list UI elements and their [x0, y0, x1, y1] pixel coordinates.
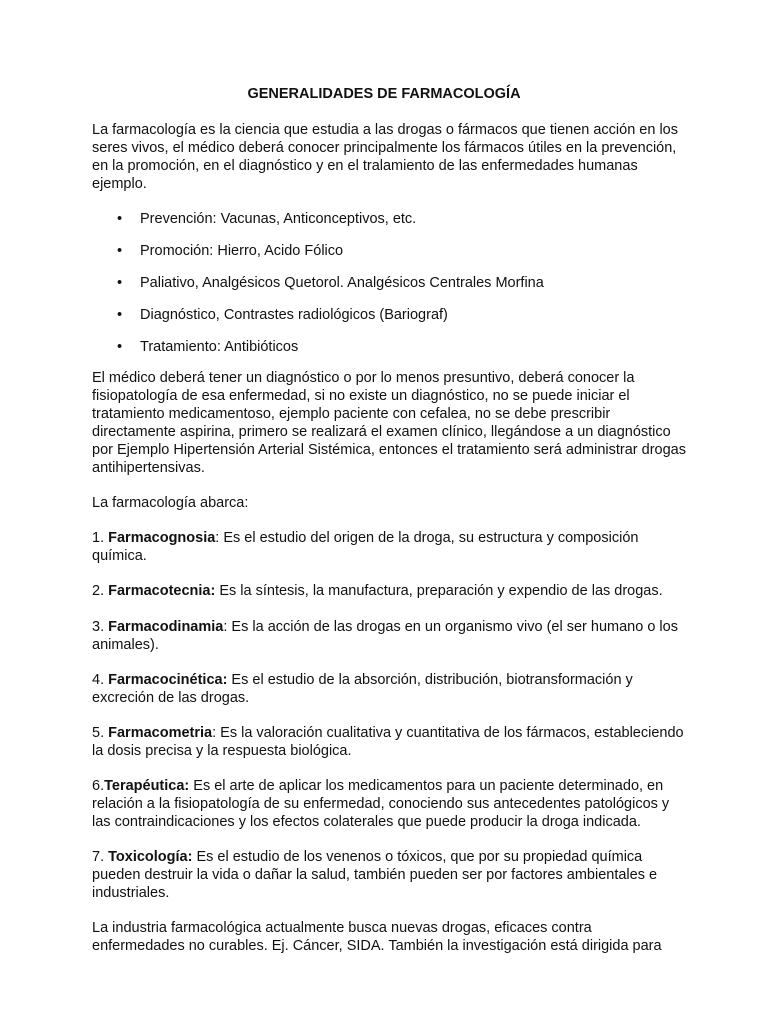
document-title: GENERALIDADES DE FARMACOLOGÍA: [247, 86, 521, 102]
bullet-icon: •: [117, 307, 123, 323]
diagnosis-line: directamente aspirina, primero se realizará el examen clínico, llegándose a un diagnóstico: [92, 424, 671, 440]
branch-description: excreción de las drogas.: [92, 690, 250, 706]
diagnosis-line: antihipertensivas.: [92, 460, 205, 476]
intro-paragraph: [92, 121, 692, 193]
branch-term: Toxicología:: [108, 849, 193, 865]
intro-line: ejemplo.: [92, 176, 147, 192]
branch-description: química.: [92, 548, 147, 564]
branch-description: la dosis precisa y la respuesta biológica.: [92, 743, 352, 759]
branch-number: 6.: [92, 778, 105, 794]
branch-description: pueden destruir la vida o dañar la salud, también pueden ser por factores ambientales e: [92, 867, 658, 883]
branch-description: animales).: [92, 637, 159, 653]
diagnosis-line: fisiopatología de esa enfermedad, si no existe un diagnóstico, no se puede iniciar el: [92, 388, 630, 404]
branch-term: Farmacotecnia:: [108, 583, 216, 599]
bullet-item: [92, 242, 692, 260]
bullet-icon: •: [117, 275, 123, 291]
bullet-item: [92, 306, 692, 324]
abarca-label: La farmacología abarca:: [92, 495, 249, 511]
branch-term: Farmacognosia: [108, 530, 216, 546]
branch-description: las contraindicaciones y los efectos colaterales que puede producir la droga indicada.: [92, 814, 641, 830]
branch-item-farmacometria: [92, 724, 692, 760]
branch-number: 3.: [92, 619, 109, 635]
bullet-text: Promoción: Hierro, Acido Fólico: [140, 243, 344, 259]
diagnosis-line: tratamiento medicamentoso, ejemplo paciente con cefalea, no se debe prescribir: [92, 406, 611, 422]
branch-description: : Es la acción de las drogas en un organismo vivo (el ser humano o los: [223, 619, 678, 635]
branch-description: Es el estudio de la absorción, distribución, biotransformación y: [227, 672, 633, 688]
branch-description: Es la síntesis, la manufactura, preparación y expendio de las drogas.: [215, 583, 663, 599]
branch-description: Es el arte de aplicar los medicamentos para un paciente determinado, en: [189, 778, 664, 794]
bullet-item: [92, 210, 692, 228]
intro-line: en la promoción, en el diagnóstico y en el tralamiento de las enfermedades humanas: [92, 158, 638, 174]
branch-number: 5.: [92, 725, 109, 741]
branch-description: : Es el estudio del origen de la droga, su estructura y composición: [215, 530, 639, 546]
closing-paragraph: [92, 919, 692, 955]
branch-description: Es el estudio de los venenos o tóxicos, que por su propiedad química: [192, 849, 643, 865]
closing-line: La industria farmacológica actualmente busca nuevas drogas, eficaces contra: [92, 920, 592, 936]
diagnosis-line: por Ejemplo Hipertensión Arterial Sistémica, entonces el tratamiento será administrar drogas: [92, 442, 686, 458]
bullet-text: Diagnóstico, Contrastes radiológicos (Bariograf): [140, 307, 448, 323]
bullet-icon: •: [117, 211, 123, 227]
branch-term: Terapéutica:: [104, 778, 190, 794]
branch-item-farmacotecnia: [92, 582, 692, 600]
branch-number: 4.: [92, 672, 109, 688]
branch-description: : Es la valoración cualitativa y cuantitativa de los fármacos, estableciendo: [212, 725, 684, 741]
intro-line: La farmacología es la ciencia que estudia a las drogas o fármacos que tienen acción en los: [92, 122, 678, 138]
branch-item-farmacodinamia: [92, 618, 692, 654]
branch-item-terapeutica: [92, 777, 692, 831]
bullet-icon: •: [117, 243, 123, 259]
branch-description: industriales.: [92, 885, 170, 901]
branch-number: 2.: [92, 583, 109, 599]
diagnosis-paragraph: [92, 369, 692, 477]
bullet-text: Prevención: Vacunas, Anticonceptivos, etc.: [140, 211, 417, 227]
diagnosis-line: El médico deberá tener un diagnóstico o por lo menos presuntivo, deberá conocer la: [92, 370, 635, 386]
branch-term: Farmacodinamia: [108, 619, 224, 635]
branch-item-farmacognosia: [92, 529, 692, 565]
branch-item-farmacocinetica: [92, 671, 692, 707]
branch-number: 7.: [92, 849, 109, 865]
branch-number: 1.: [92, 530, 109, 546]
branch-term: Farmacometria: [108, 725, 213, 741]
intro-line: seres vivos, el médico deberá conocer principalmente los fármacos útiles en la prevención,: [92, 140, 677, 156]
uses-bullet-list: [92, 210, 692, 370]
bullet-item: [92, 274, 692, 292]
bullet-text: Paliativo, Analgésicos Quetorol. Analgésicos Centrales Morfina: [140, 275, 544, 291]
bullet-icon: •: [117, 339, 123, 355]
bullet-item: [92, 338, 692, 356]
bullet-text: Tratamiento: Antibióticos: [140, 339, 299, 355]
branch-item-toxicologia: [92, 848, 692, 902]
closing-line: enfermedades no curables. Ej. Cáncer, SIDA. También la investigación está dirigida para: [92, 938, 662, 954]
branch-description: relación a la fisiopatología de su enfermedad, conociendo sus antecedentes patológicos y: [92, 796, 670, 812]
abarca-paragraph: [92, 494, 692, 512]
branch-term: Farmacocinética:: [108, 672, 228, 688]
